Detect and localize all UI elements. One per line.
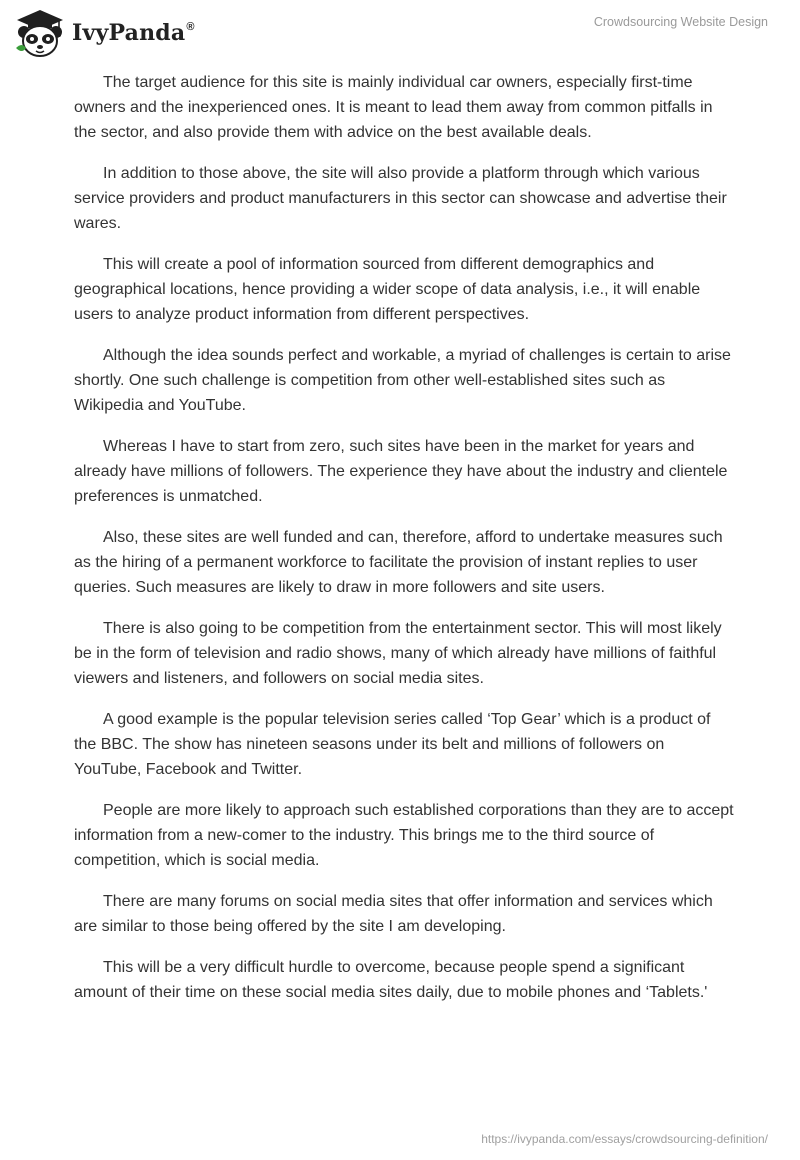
essay-body xyxy=(74,70,734,1021)
paragraph: There is also going to be competition from the entertainment sector. This will most likely be in the form of television and radio shows, many of which already have millions of faithful viewers and listeners, and followers on social media sites. xyxy=(74,620,722,687)
paragraph: The target audience for this site is mainly individual car owners, especially first-time owners and the inexperienced ones. It is meant to lead them away from common pitfalls in the sector, and also provide them with advice on the best available deals. xyxy=(74,74,713,141)
source-url[interactable]: https://ivypanda.com/essays/crowdsourcing-definition/ xyxy=(481,1132,768,1146)
paragraph: This will be a very difficult hurdle to overcome, because people spend a significant amount of their time on these social media sites daily, due to mobile phones and ‘Tablets.' xyxy=(74,959,708,1001)
registered-mark: ® xyxy=(186,20,195,33)
paragraph: Although the idea sounds perfect and workable, a myriad of challenges is certain to arise shortly. One such challenge is competition from other well-established sites such as Wikipedia and YouTube. xyxy=(74,347,731,414)
paragraph: In addition to those above, the site will also provide a platform through which various service providers and product manufacturers in this sector can showcase and advertise their wares. xyxy=(74,165,727,232)
paragraph: A good example is the popular television series called ‘Top Gear’ which is a product of the BBC. The show has nineteen seasons under its belt and millions of followers on YouTube, Facebook and Twitter. xyxy=(74,711,711,778)
panda-graduate-icon xyxy=(14,8,66,58)
page-header xyxy=(0,0,800,64)
paragraph: People are more likely to approach such established corporations than they are to accept information from a new-comer to the industry. This brings me to the third source of competition, which is social media. xyxy=(74,802,734,869)
paragraph: Whereas I have to start from zero, such sites have been in the market for years and already have millions of followers. The experience they have about the industry and clientele preferences is unmatched. xyxy=(74,438,728,505)
paragraph: There are many forums on social media sites that offer information and services which are similar to those being offered by the site I am developing. xyxy=(74,893,713,935)
brand-logo[interactable] xyxy=(14,8,195,58)
document-title: Crowdsourcing Website Design xyxy=(593,15,768,29)
brand-name: IvyPanda® xyxy=(72,20,195,46)
paragraph: This will create a pool of information sourced from different demographics and geographical locations, hence providing a wider scope of data analysis, i.e., it will enable users to analyze product information from different perspectives. xyxy=(74,256,701,323)
paragraph: Also, these sites are well funded and can, therefore, afford to undertake measures such as the hiring of a permanent workforce to facilitate the provision of instant replies to user queries. Such measures are likely to draw in more followers and site users. xyxy=(74,529,723,596)
